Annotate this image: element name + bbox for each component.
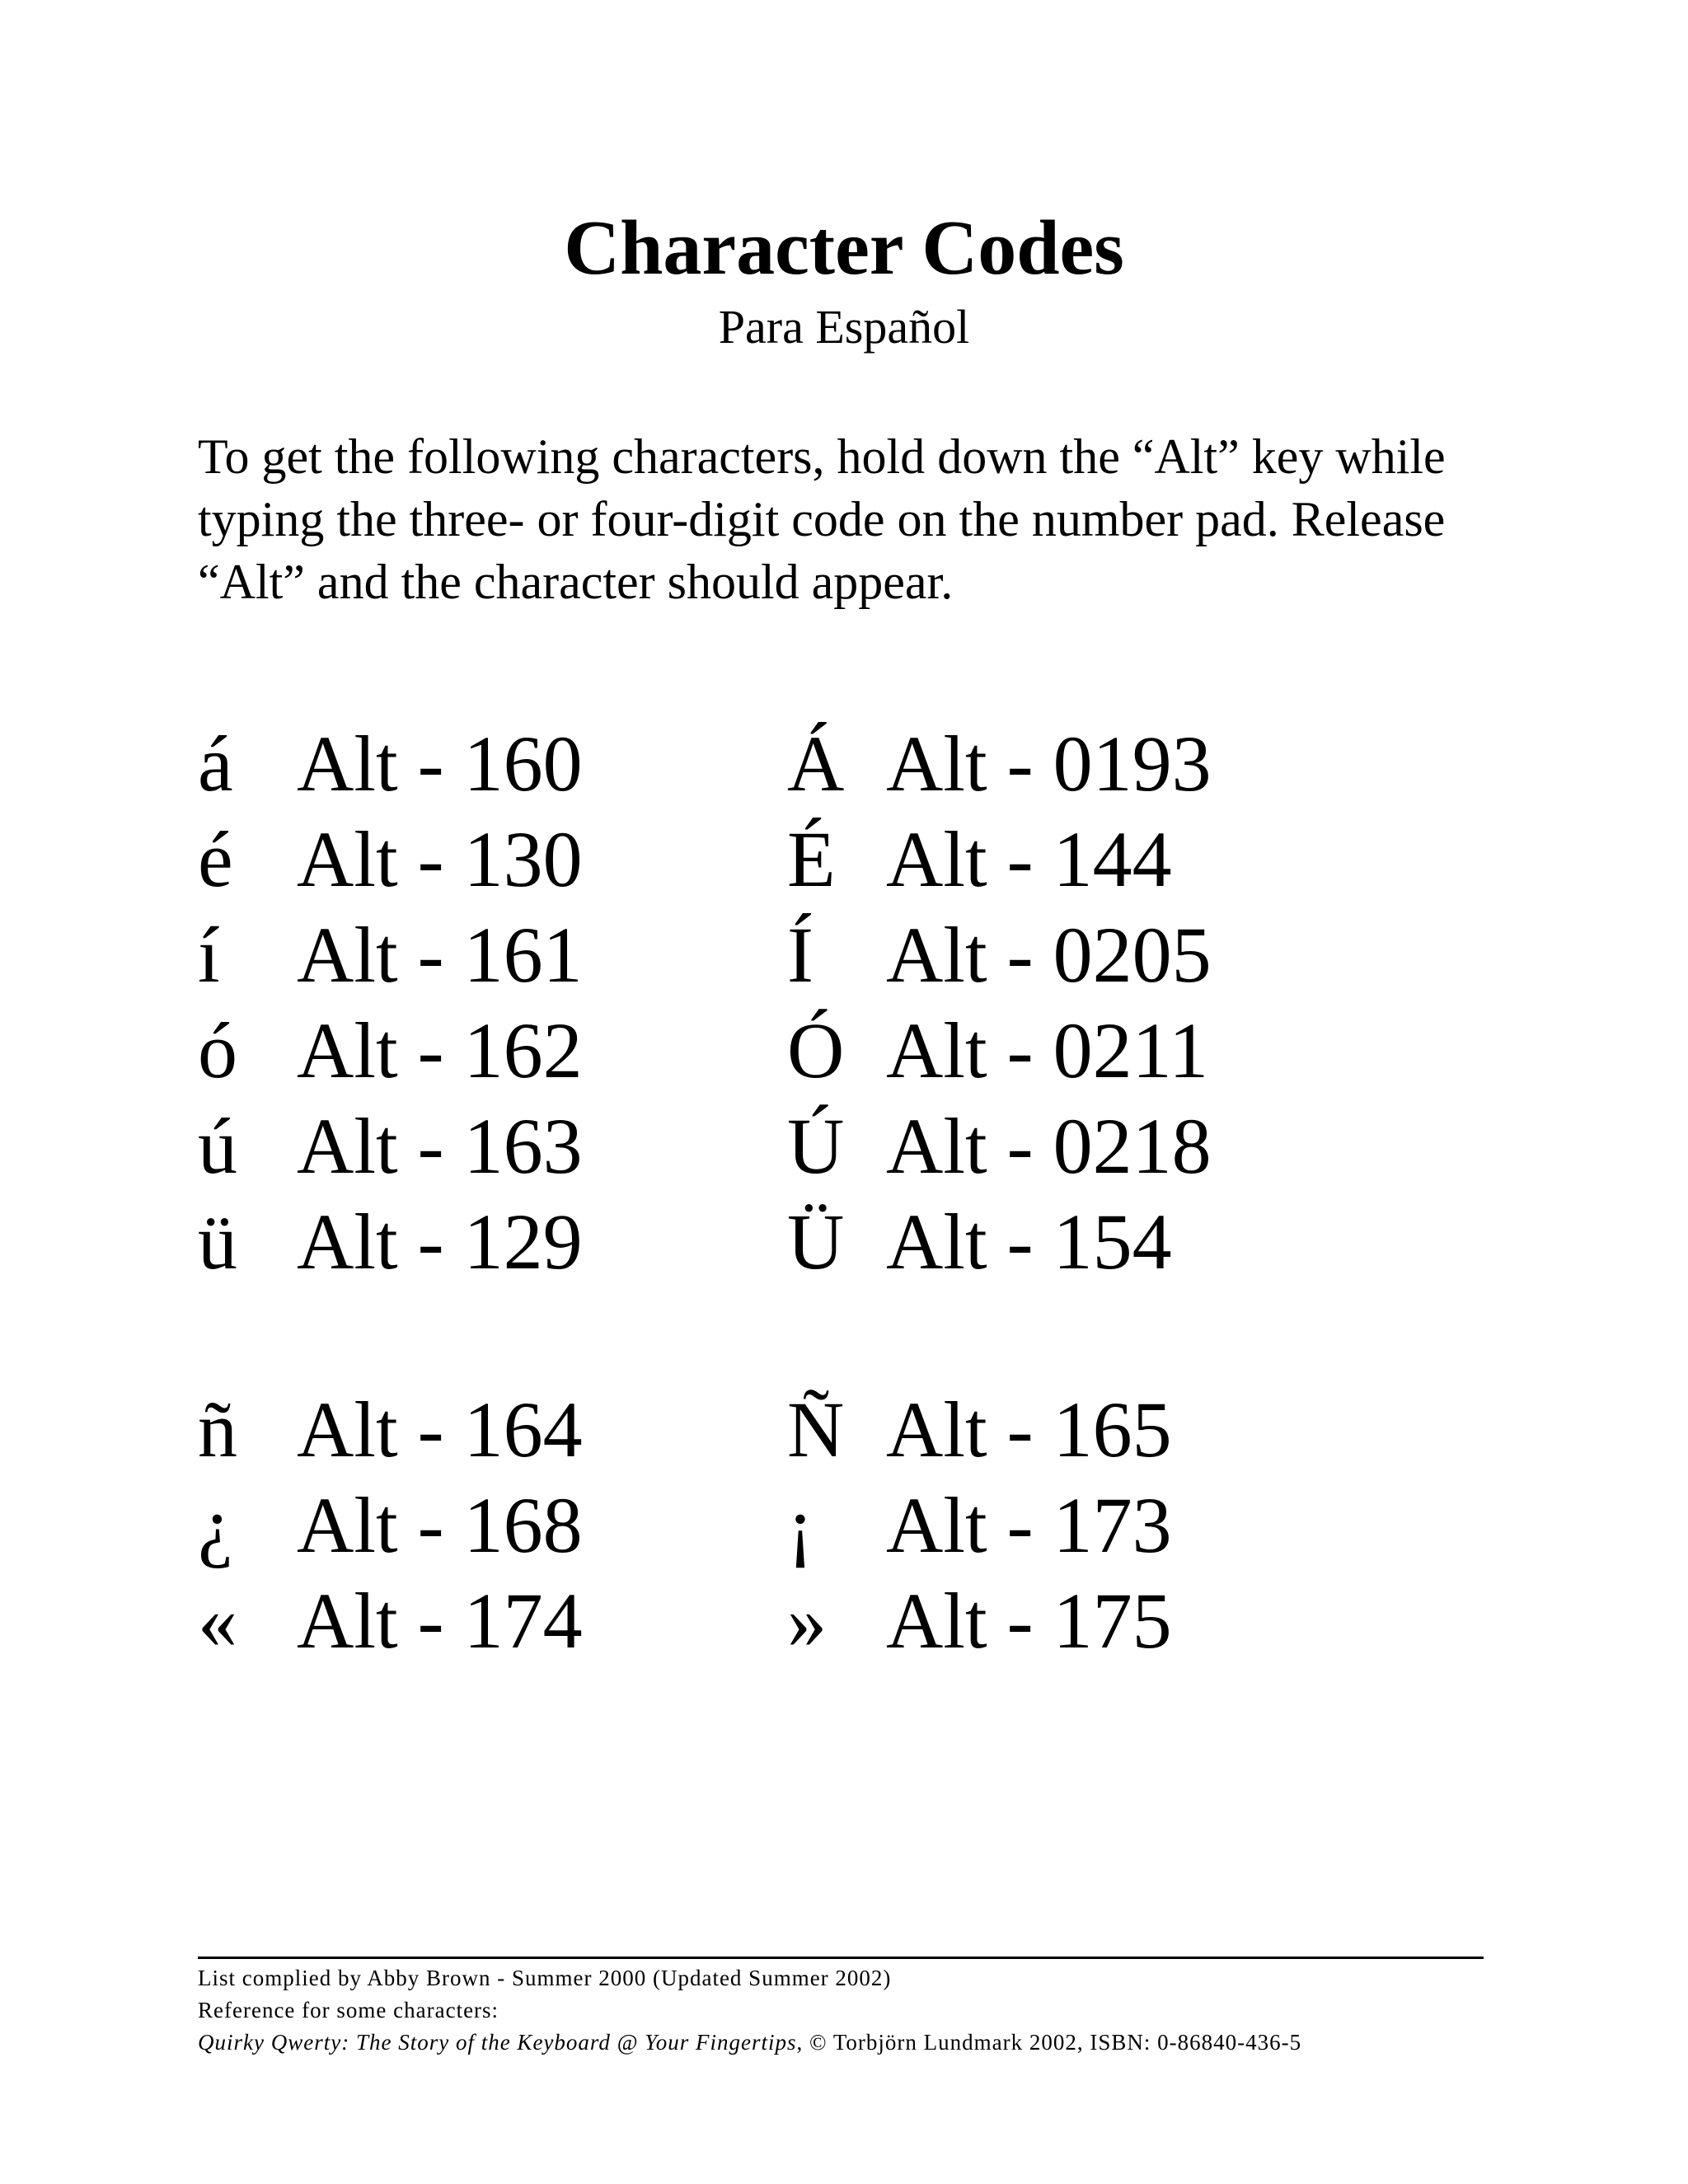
alt-code: Alt - 174	[297, 1577, 583, 1665]
footer-reference-label: Reference for some characters:	[198, 1998, 499, 2022]
code-row	[198, 1478, 824, 1573]
character-glyph: ¡	[787, 1481, 814, 1569]
character-glyph: ú	[198, 1102, 237, 1190]
alt-code: Alt - 163	[297, 1102, 583, 1190]
code-row	[787, 1099, 1414, 1194]
character-glyph: é	[198, 815, 233, 903]
footer	[198, 1962, 1517, 2059]
alt-code: Alt - 0211	[886, 1006, 1209, 1094]
code-row	[787, 1194, 1414, 1290]
character-glyph: ¿	[198, 1481, 233, 1569]
code-row	[787, 716, 1414, 812]
code-row	[198, 1003, 824, 1099]
alt-code: Alt - 173	[886, 1481, 1172, 1569]
alt-code: Alt - 175	[886, 1577, 1172, 1665]
code-row	[198, 1194, 824, 1290]
alt-code: Alt - 165	[886, 1385, 1172, 1474]
footer-credit: List complied by Abby Brown - Summer 2000 (Updated Summer 2002)	[198, 1966, 892, 1990]
character-glyph: Í	[787, 911, 814, 999]
character-glyph: É	[787, 815, 836, 903]
character-glyph: »	[787, 1577, 827, 1665]
code-row	[198, 1382, 824, 1478]
code-row	[787, 812, 1414, 907]
alt-code: Alt - 0218	[886, 1102, 1212, 1190]
alt-code: Alt - 0193	[886, 719, 1212, 808]
code-row	[787, 1478, 1414, 1573]
character-glyph: ü	[198, 1197, 237, 1286]
character-glyph: Ü	[787, 1197, 845, 1286]
character-glyph: Ú	[787, 1102, 845, 1190]
code-row	[198, 907, 824, 1003]
character-glyph: Ñ	[787, 1385, 845, 1474]
character-glyph: «	[198, 1577, 237, 1665]
codes-column-uppercase	[787, 716, 1414, 1669]
book-details: , © Torbjörn Lundmark 2002, ISBN: 0-86840-436-5	[796, 2030, 1302, 2055]
alt-code: Alt - 162	[297, 1006, 583, 1094]
alt-code: Alt - 161	[297, 911, 583, 999]
alt-code: Alt - 168	[297, 1481, 583, 1569]
alt-code: Alt - 0205	[886, 911, 1212, 999]
book-title: Quirky Qwerty: The Story of the Keyboard @ Your Fingertips	[198, 2030, 797, 2055]
code-row	[787, 907, 1414, 1003]
footer-divider	[198, 1957, 1484, 1959]
alt-code: Alt - 164	[297, 1385, 583, 1474]
code-row	[198, 716, 824, 812]
alt-code: Alt - 160	[297, 719, 583, 808]
character-glyph: á	[198, 719, 233, 808]
footer-reference	[198, 2027, 1517, 2059]
instructions-paragraph: To get the following characters, hold down the “Alt” key while typing the three- or four-digit code on the number pad. Release “Alt” and the character should appear.	[198, 429, 1446, 609]
alt-code: Alt - 144	[886, 815, 1172, 903]
alt-code: Alt - 130	[297, 815, 583, 903]
character-glyph: ó	[198, 1006, 237, 1094]
page-title: Character Codes	[564, 205, 1124, 291]
character-glyph: Á	[787, 719, 845, 808]
code-row	[787, 1573, 1414, 1669]
character-glyph: ñ	[198, 1385, 237, 1474]
alt-code: Alt - 129	[297, 1197, 583, 1286]
codes-column-lowercase	[198, 716, 824, 1669]
code-row	[198, 1099, 824, 1194]
character-glyph: í	[198, 911, 220, 999]
page-subtitle: Para Español	[718, 300, 970, 354]
code-row	[787, 1003, 1414, 1099]
code-row	[787, 1382, 1414, 1478]
character-glyph: Ó	[787, 1006, 845, 1094]
code-row	[198, 1573, 824, 1669]
alt-code: Alt - 154	[886, 1197, 1172, 1286]
code-row	[198, 812, 824, 907]
